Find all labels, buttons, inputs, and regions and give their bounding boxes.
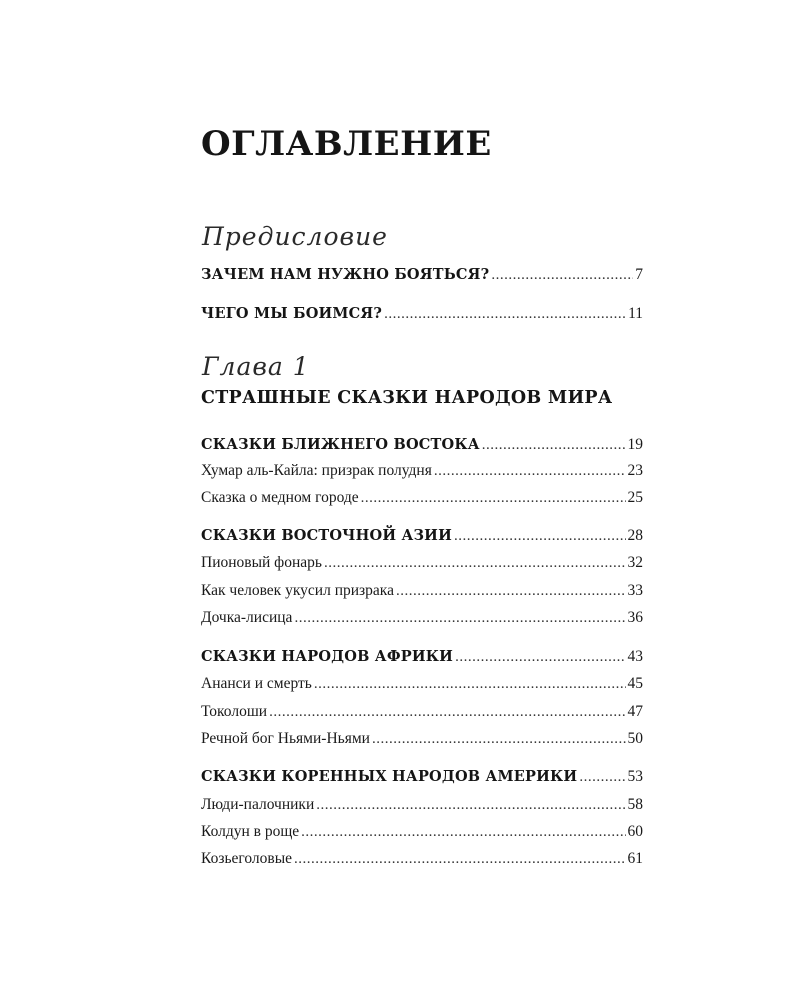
toc-page-number: 33 [627,582,643,599]
toc-item[interactable] [201,796,643,814]
toc-page-number: 25 [627,489,643,506]
toc-item-title: Хумар аль-Кайла: призрак полудня [201,462,432,479]
dot-leader [491,267,633,284]
toc-item-title: Люди-палочники [201,796,315,813]
toc-item[interactable] [201,609,643,627]
dot-leader [314,676,626,693]
toc-item[interactable] [201,582,643,600]
toc-page-number: 7 [635,266,643,283]
toc-item-title: Как человек укусил призрака [201,582,394,599]
toc-page-number: 58 [627,796,643,813]
dot-leader [324,555,626,572]
toc-page-number: 50 [627,730,643,747]
dot-leader [384,306,626,323]
toc-page-number: 36 [627,609,643,626]
toc-item-title: Колдун в роще [201,823,300,840]
toc-section-americas[interactable] [201,768,643,786]
toc-item-title: Козьеголовые [201,850,293,867]
toc-item[interactable] [201,489,643,507]
toc-section-title: СКАЗКИ ВОСТОЧНОЙ АЗИИ [201,527,452,544]
toc-item-title: Ананси и смерть [201,675,312,692]
dot-leader [361,490,626,507]
toc-item[interactable] [201,823,643,841]
dot-leader [482,437,626,454]
toc-page-number: 45 [627,675,643,692]
toc-entry-title: ЗАЧЕМ НАМ НУЖНО БОЯТЬСЯ? [201,266,490,283]
dot-leader [294,610,625,627]
toc-item-title: Дочка-лисица [201,609,293,626]
toc-page-number: 11 [628,305,643,322]
toc-page-number: 19 [627,436,643,453]
toc-item[interactable] [201,703,643,721]
chapter-label: Глава 1 [202,352,310,381]
toc-section-title: СКАЗКИ БЛИЖНЕГО ВОСТОКА [201,436,480,453]
toc-section-title: СКАЗКИ КОРЕННЫХ НАРОДОВ АМЕРИКИ [201,768,578,785]
toc-page-number: 53 [627,768,643,785]
toc-entry-title: ЧЕГО МЫ БОИМСЯ? [201,305,383,322]
dot-leader [372,731,626,748]
dot-leader [301,824,625,841]
toc-item[interactable] [201,675,643,693]
chapter-title: СТРАШНЫЕ СКАЗКИ НАРОДОВ МИРА [201,388,613,408]
dot-leader [396,583,626,600]
toc-entry-preface-1[interactable] [201,266,643,284]
toc-item-title: Сказка о медном городе [201,489,359,506]
toc-page-number: 23 [627,462,643,479]
toc-section-middle-east[interactable] [201,436,643,454]
dot-leader [579,769,625,786]
toc-item[interactable] [201,554,643,572]
toc-page-number: 60 [627,823,643,840]
dot-leader [269,704,625,721]
toc-item-title: Токолоши [201,703,268,720]
toc-page-number: 32 [627,554,643,571]
dot-leader [434,463,626,480]
toc-item[interactable] [201,462,643,480]
toc-page-number: 28 [627,527,643,544]
toc-page-number: 61 [627,850,643,867]
page-title: ОГЛАВЛЕНИЕ [201,124,492,164]
toc-section-title: СКАЗКИ НАРОДОВ АФРИКИ [201,648,454,665]
toc-page-number: 43 [627,648,643,665]
toc-page-number: 47 [627,703,643,720]
preface-label: Предисловие [202,222,388,251]
toc-item[interactable] [201,730,643,748]
toc-item-title: Пионовый фонарь [201,554,322,571]
toc-item-title: Речной бог Ньями-Ньями [201,730,370,747]
toc-section-east-asia[interactable] [201,527,643,545]
dot-leader [294,851,625,868]
toc-item[interactable] [201,850,643,868]
toc-entry-preface-2[interactable] [201,305,643,323]
dot-leader [454,528,626,545]
dot-leader [455,649,625,666]
toc-section-africa[interactable] [201,648,643,666]
dot-leader [316,797,625,814]
